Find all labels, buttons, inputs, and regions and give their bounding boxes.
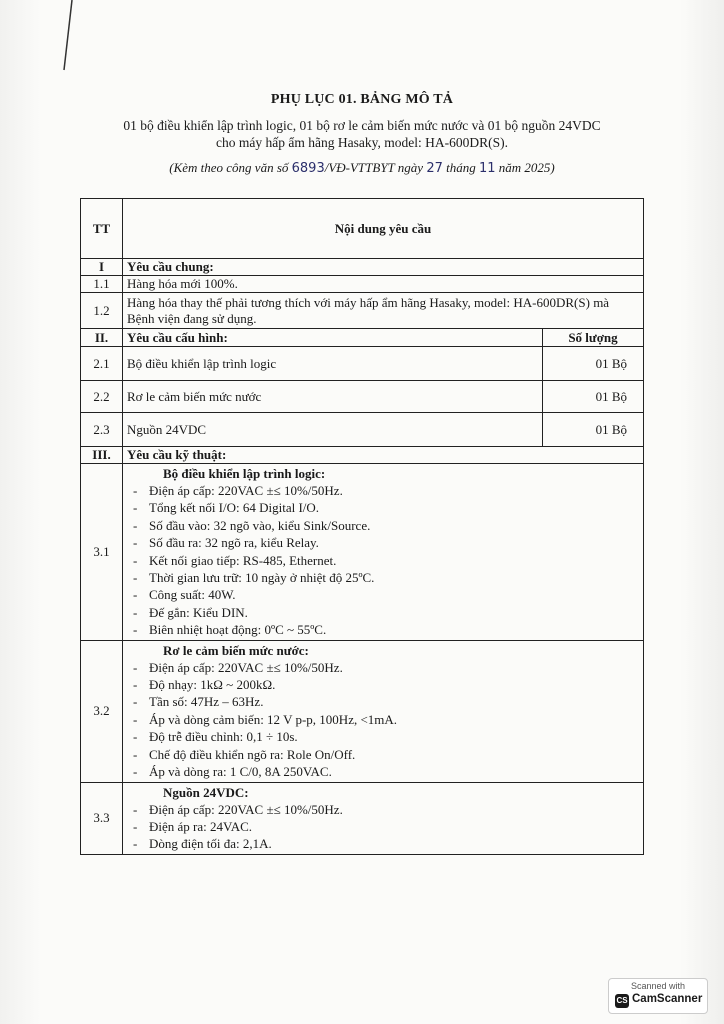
document-title: PHỤ LỤC 01. BẢNG MÔ TẢ: [270, 92, 454, 107]
spec-list: [127, 801, 639, 853]
spec-item: - Điện áp cấp: 220VAC ±≤ 10%/50Hz.: [127, 659, 639, 676]
camscanner-name: CamScanner: [632, 993, 703, 1005]
spec-item: - Chế độ điều khiển ngõ ra: Role On/Off.: [127, 746, 639, 763]
scan-corner-mark: [58, 0, 78, 80]
table-row: [81, 293, 644, 329]
ref-number-handwritten: 6893: [291, 161, 325, 176]
section-no: II.: [81, 329, 123, 347]
header-tt: TT: [81, 199, 123, 259]
row-qty: 01 Bộ: [543, 347, 644, 381]
camscanner-logo-icon: CS: [615, 994, 629, 1008]
scanned-with-label: Scanned with: [630, 981, 686, 991]
table-row: [81, 464, 644, 641]
spec-item: - Biên nhiệt hoạt động: 0ºC ~ 55ºC.: [127, 621, 639, 638]
ref-year: năm 2025): [498, 160, 555, 175]
spec-item: - Số đầu ra: 32 ngõ ra, kiểu Relay.: [127, 534, 639, 551]
ref-month-label: tháng: [446, 160, 476, 175]
spec-item: - Kết nối giao tiếp: RS-485, Ethernet.: [127, 552, 639, 569]
spec-heading: Bộ điều khiển lập trình logic:: [163, 466, 326, 481]
row-no: 1.1: [81, 276, 123, 293]
spec-heading: Rơ le cảm biến mức nước:: [163, 642, 309, 658]
table-header-row: [81, 199, 644, 259]
table-row: [81, 640, 644, 782]
spec-item: - Dòng điện tối đa: 2,1A.: [127, 835, 639, 852]
section-no: I: [81, 259, 123, 276]
spec-item: - Tổng kết nối I/O: 64 Digital I/O.: [127, 499, 639, 516]
document-reference: [0, 160, 724, 176]
table-row: [81, 413, 644, 447]
section-title: Yêu cầu chung:: [123, 259, 644, 276]
row-no: 3.3: [81, 782, 123, 854]
spec-item: - Đế gắn: Kiểu DIN.: [127, 604, 639, 621]
row-no: 2.3: [81, 413, 123, 447]
row-qty: 01 Bộ: [543, 381, 644, 413]
document-subtitle-line1: 01 bộ điều khiển lập trình logic, 01 bộ rơ le cảm biến mức nước và 01 bộ nguồn 24VDC: [123, 118, 601, 133]
row-no: 3.2: [81, 640, 123, 782]
row-no: 2.2: [81, 381, 123, 413]
spec-item: - Công suất: 40W.: [127, 586, 639, 603]
spec-item: - Số đầu vào: 32 ngõ vào, kiểu Sink/Source.: [127, 517, 639, 534]
spec-list: [127, 482, 639, 639]
row-text: Nguồn 24VDC: [123, 413, 543, 447]
spec-item: - Độ trễ điều chỉnh: 0,1 ÷ 10s.: [127, 728, 639, 745]
table-row: [81, 381, 644, 413]
requirements-table: [80, 198, 644, 855]
spec-item: - Điện áp cấp: 220VAC ±≤ 10%/50Hz.: [127, 801, 639, 818]
camscanner-badge: [608, 978, 708, 1014]
row-no: 2.1: [81, 347, 123, 381]
spec-item: - Tần số: 47Hz – 63Hz.: [127, 693, 639, 710]
spec-heading: Nguồn 24VDC:: [163, 784, 249, 800]
table-row: [81, 782, 644, 854]
row-no: 1.2: [81, 293, 123, 329]
spec-item: - Áp và dòng cảm biến: 12 V p-p, 100Hz, <1mA.: [127, 711, 639, 728]
spec-list: [127, 659, 639, 781]
section-row-2: [81, 329, 644, 347]
section-row-1: [81, 259, 644, 276]
header-content: Nội dung yêu cầu: [123, 199, 644, 259]
section-no: III.: [81, 447, 123, 464]
spec-item: - Thời gian lưu trữ: 10 ngày ở nhiệt độ 25ºC.: [127, 569, 639, 586]
section-title: Yêu cầu kỹ thuật:: [123, 447, 644, 464]
document-subtitle-line2: cho máy hấp ẩm hãng Hasaky, model: HA-600DR(S).: [216, 135, 508, 150]
qty-header: Số lượng: [543, 329, 644, 347]
ref-prefix: (Kèm theo công văn số: [169, 160, 289, 175]
spec-item: - Điện áp cấp: 220VAC ±≤ 10%/50Hz.: [127, 482, 639, 499]
table-row: [81, 276, 644, 293]
section-row-3: [81, 447, 644, 464]
row-text: Rơ le cảm biến mức nước: [123, 381, 543, 413]
spec-item: - Điện áp ra: 24VAC.: [127, 818, 639, 835]
ref-day-handwritten: 27: [426, 161, 443, 176]
row-text: Hàng hóa mới 100%.: [123, 276, 644, 293]
row-text: Hàng hóa thay thế phải tương thích với máy hấp ẩm hãng Hasaky, model: HA-600DR(S) mà Bệnh viện đang sử dụng.: [123, 293, 644, 329]
spec-item: - Áp và dòng ra: 1 C/0, 8A 250VAC.: [127, 763, 639, 780]
spec-item: - Độ nhạy: 1kΩ ~ 200kΩ.: [127, 676, 639, 693]
section-title: Yêu cầu cấu hình:: [123, 329, 543, 347]
table-row: [81, 347, 644, 381]
ref-middle: /VĐ-VTTBYT ngày: [324, 160, 424, 175]
row-no: 3.1: [81, 464, 123, 641]
row-text: Bộ điều khiển lập trình logic: [123, 347, 543, 381]
row-qty: 01 Bộ: [543, 413, 644, 447]
ref-month-handwritten: 11: [479, 161, 496, 176]
